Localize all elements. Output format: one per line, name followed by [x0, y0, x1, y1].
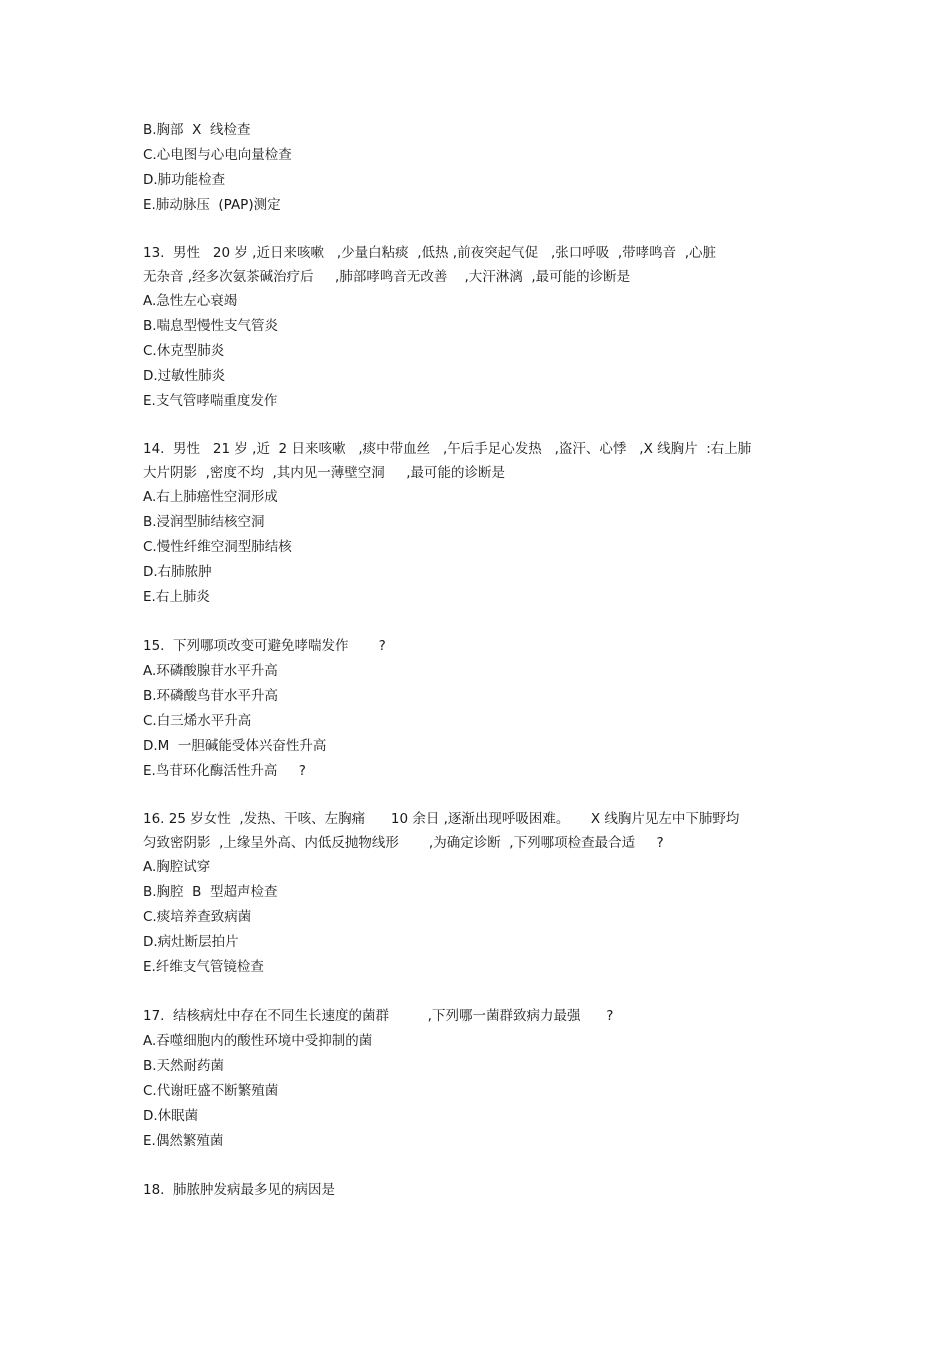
document-page [143, 118, 803, 1203]
option-e: E.右上肺炎 [143, 589, 210, 605]
option-e: E.支气管哮喘重度发作 [143, 393, 278, 409]
question-stem [143, 242, 803, 289]
question-16 [143, 808, 803, 980]
question-stem [143, 438, 803, 485]
question-14 [143, 438, 803, 610]
option-c: C.代谢旺盛不断繁殖菌 [143, 1083, 279, 1099]
option-b: B.环磷酸鸟苷水平升高 [143, 688, 279, 704]
option-a: A.环磷酸腺苷水平升高 [143, 663, 278, 679]
stem-line: 13. 男性 20 岁 ,近日来咳嗽 ,少量白粘痰 ,低热 ,前夜突起气促 ,张口呼吸 ,带哮鸣音 ,心脏 [143, 245, 717, 261]
question-15 [143, 634, 803, 784]
option-e: E.鸟苷环化酶活性升高 ? [143, 763, 306, 779]
option-e: E.肺动脉压 (PAP)测定 [143, 197, 281, 213]
stem-line: 14. 男性 21 岁 ,近 2 日来咳嗽 ,痰中带血丝 ,午后手足心发热 ,盗汗、心悸 ,X 线胸片 :右上肺 [143, 441, 752, 457]
question-stem: 18. 肺脓肿发病最多见的病因是 [143, 1182, 336, 1198]
option-e: E.偶然繁殖菌 [143, 1133, 224, 1149]
option-b: B.胸腔 B 型超声检查 [143, 884, 278, 900]
question-17 [143, 1004, 803, 1154]
option-d: D.肺功能检查 [143, 172, 226, 188]
option-c: C.痰培养查致病菌 [143, 909, 252, 925]
option-c: C.白三烯水平升高 [143, 713, 252, 729]
question-stem: 17. 结核病灶中存在不同生长速度的菌群 ,下列哪一菌群致病力最强 ? [143, 1008, 614, 1024]
question-stem: 15. 下列哪项改变可避免哮喘发作 ? [143, 638, 386, 654]
prev-question-options [143, 118, 803, 218]
option-d: D.过敏性肺炎 [143, 368, 226, 384]
stem-line: 匀致密阴影 ,上缘呈外高、内低反抛物线形 ,为确定诊断 ,下列哪项检查最合适 ? [143, 834, 664, 851]
option-a: A.急性左心衰竭 [143, 293, 238, 309]
option-c: C.慢性纤维空洞型肺结核 [143, 539, 292, 555]
option-c: C.心电图与心电向量检查 [143, 147, 292, 163]
stem-line: 无杂音 ,经多次氨茶碱治疗后 ,肺部哮鸣音无改善 ,大汗淋漓 ,最可能的诊断是 [143, 268, 631, 285]
option-a: A.右上肺癌性空洞形成 [143, 489, 278, 505]
option-d: D.M 一胆碱能受体兴奋性升高 [143, 738, 327, 754]
question-13 [143, 242, 803, 414]
option-d: D.病灶断层拍片 [143, 934, 239, 950]
stem-line: 大片阴影 ,密度不均 ,其内见一薄壁空洞 ,最可能的诊断是 [143, 464, 505, 481]
option-b: B.天然耐药菌 [143, 1058, 225, 1074]
question-stem [143, 808, 803, 855]
option-d: D.右肺脓肿 [143, 564, 212, 580]
stem-line: 16. 25 岁女性 ,发热、干咳、左胸痛 10 余日 ,逐渐出现呼吸困难。 X 线胸片见左中下肺野均 [143, 811, 740, 827]
option-b: B.喘息型慢性支气管炎 [143, 318, 279, 334]
option-b: B.浸润型肺结核空洞 [143, 514, 265, 530]
question-18 [143, 1178, 803, 1203]
option-a: A.胸腔试穿 [143, 859, 211, 875]
option-a: A.吞噬细胞内的酸性环境中受抑制的菌 [143, 1033, 373, 1049]
option-e: E.纤维支气管镜检查 [143, 959, 264, 975]
option-c: C.休克型肺炎 [143, 343, 225, 359]
option-b: B.胸部 X 线检查 [143, 122, 251, 138]
option-d: D.休眠菌 [143, 1108, 199, 1124]
